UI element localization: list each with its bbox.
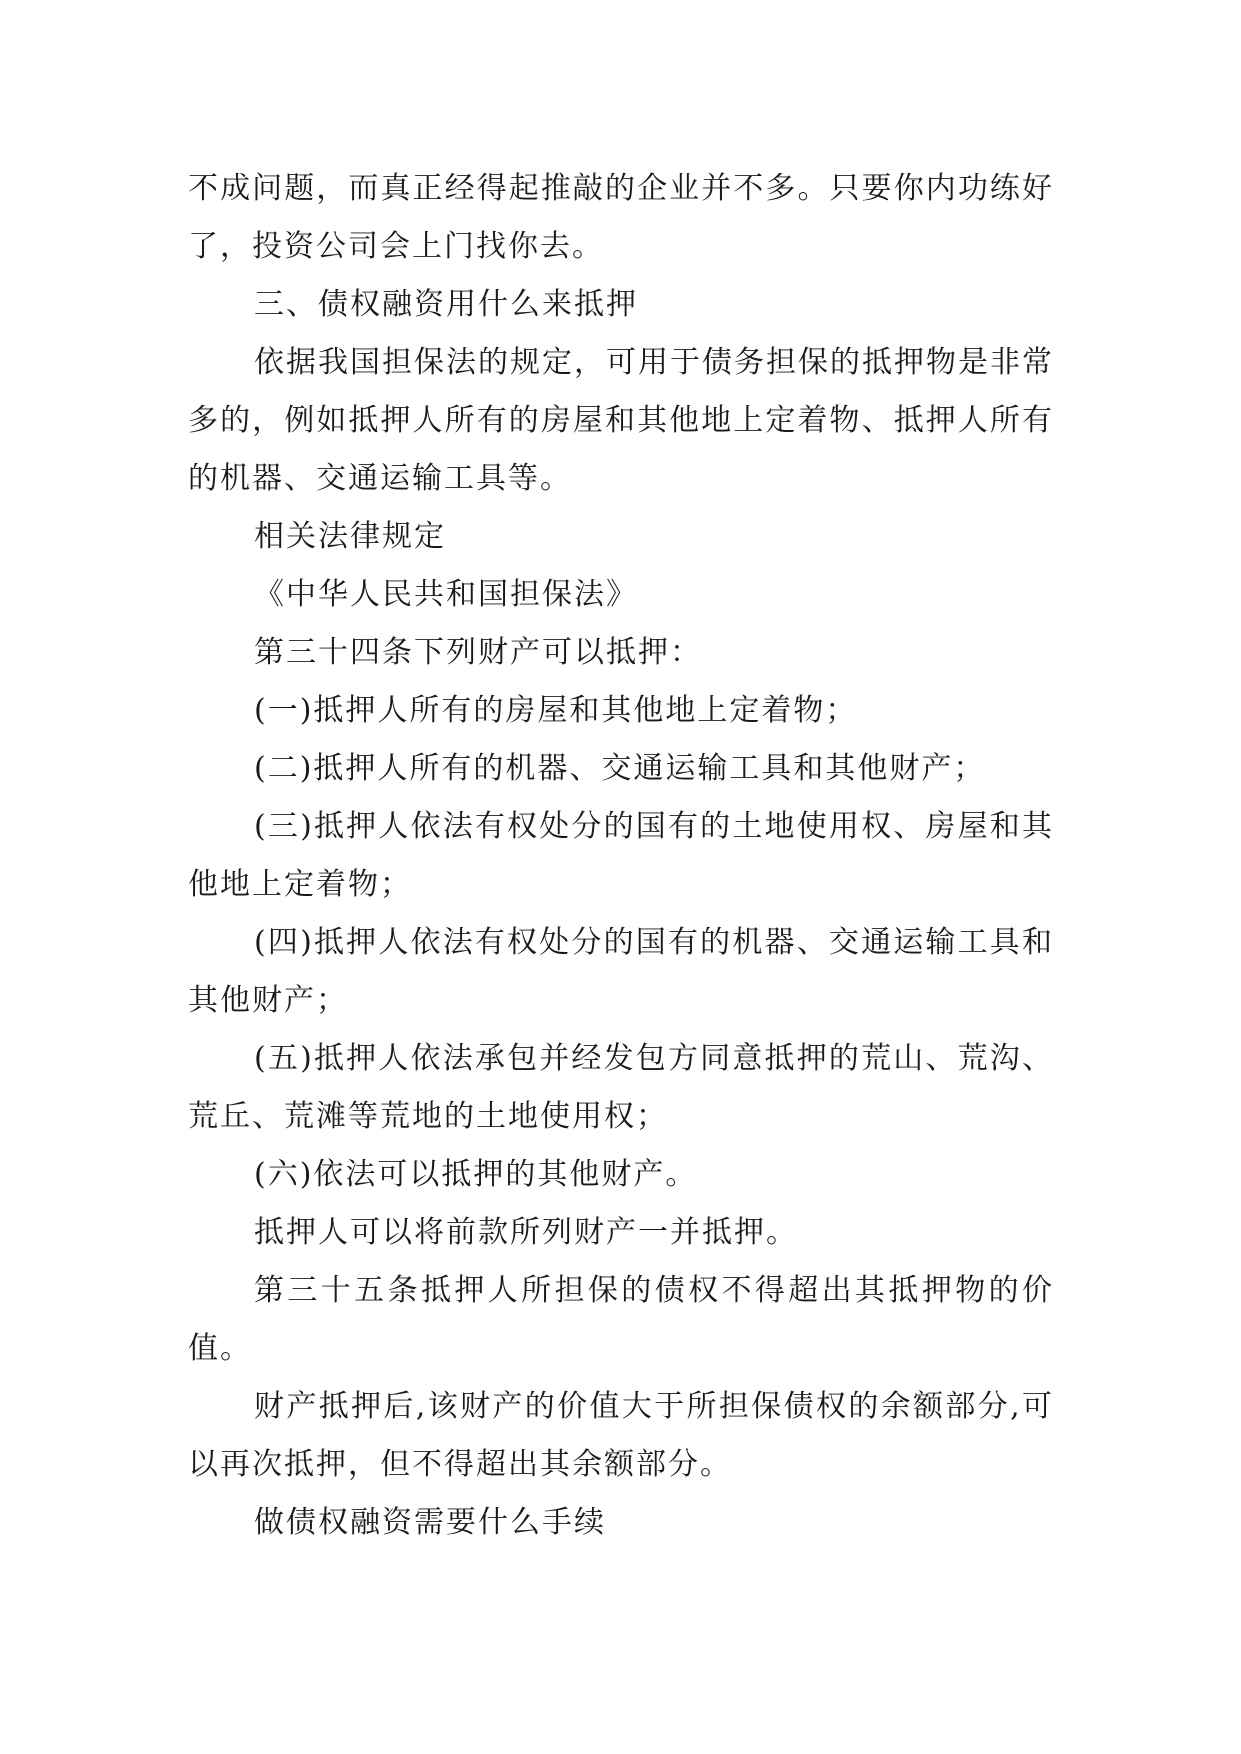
article-35: 第三十五条抵押人所担保的债权不得超出其抵押物的价值。 [188,1273,1054,1366]
list-item: (二)抵押人所有的机器、交通运输工具和其他财产； [254,751,986,786]
law-title: 《中华人民共和国担保法》 [254,577,638,612]
list-item: (一)抵押人所有的房屋和其他地上定着物； [254,693,858,728]
paragraph: 财产抵押后,该财产的价值大于所担保债权的余额部分,可以再次抵押，但不得超出其余额部分。 [188,1389,1054,1482]
section-heading: 三、债权融资用什么来抵押 [254,287,638,322]
list-item: (三)抵押人依法有权处分的国有的土地使用权、房屋和其他地上定着物； [188,809,1054,902]
paragraph: 抵押人可以将前款所列财产一并抵押。 [254,1215,798,1250]
paragraph: 依据我国担保法的规定，可用于债务担保的抵押物是非常多的，例如抵押人所有的房屋和其他地上定着物、抵押人所有的机器、交通运输工具等。 [188,345,1054,496]
list-item: (五)抵押人依法承包并经发包方同意抵押的荒山、荒沟、荒丘、荒滩等荒地的土地使用权； [188,1041,1054,1134]
article-34: 第三十四条下列财产可以抵押： [254,635,702,670]
paragraph-continuation: 不成问题，而真正经得起推敲的企业并不多。只要你内功练好了，投资公司会上门找你去。 [188,171,1054,264]
list-item: (六)依法可以抵押的其他财产。 [254,1157,698,1192]
list-item: (四)抵押人依法有权处分的国有的机器、交通运输工具和其他财产； [188,925,1054,1018]
subheading: 相关法律规定 [254,519,446,554]
document-body [188,160,1054,1552]
subheading: 做债权融资需要什么手续 [254,1505,606,1540]
